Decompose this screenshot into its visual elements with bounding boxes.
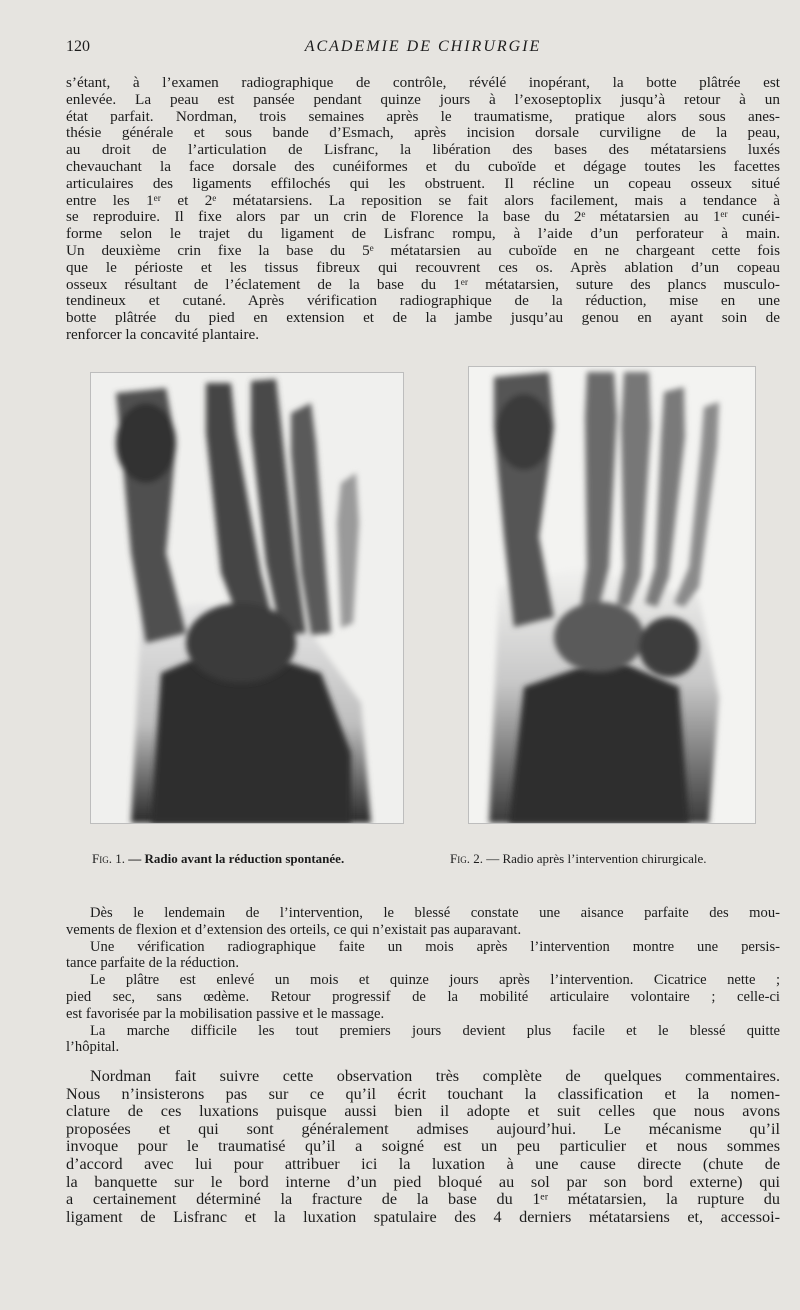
figure-2-caption-text: — Radio après l’intervention chirurgicale.: [486, 851, 707, 866]
text-line: osseux résultant de l’éclatement de la base du 1ᵉʳ métatarsien, suture des plancs musculo-: [66, 275, 780, 293]
page-header: [66, 38, 780, 60]
text-line: pied sec, sans œdème. Retour progressif de la mobilité articulaire volontaire ; celle-ci: [66, 988, 780, 1005]
text-line: tendineux et cutané. Après vérification radiographique de la réduction, mise en une: [66, 292, 780, 310]
text-line: Le plâtre est enlevé un mois et quinze jours après l’intervention. Cicatrice nette ;: [90, 972, 780, 989]
text-line: au droit de l’articulation de Lisfranc, la libération des bases des métatarsiens luxés: [66, 141, 780, 159]
page-number: 120: [66, 38, 90, 55]
text-line: d’accord avec lui pour attribuer ici la luxation à une cause directe (chute de: [66, 1154, 780, 1173]
paragraph-surgery-description: [66, 75, 780, 344]
text-line: Un deuxième crin fixe la base du 5ᵉ métatarsien au cuboïde en ne chargeant cette fois: [66, 241, 780, 259]
text-line: l’hôpital.: [66, 1039, 120, 1056]
text-line: articulaires des ligaments effilochés qui les obstruent. Il récline un copeau osseux situé: [66, 174, 780, 192]
text-line: Une vérification radiographique faite un mois après l’intervention montre une persis-: [90, 938, 780, 955]
figure-1-caption: [92, 851, 344, 867]
text-line: Nous n’insisterons pas sur ce qu’il écrit touchant la classification et la nomen-: [66, 1084, 780, 1103]
figure-1-xray-before: [90, 372, 404, 824]
text-line: thésie générale et sous bande d’Esmach, après incision dorsale curviligne de la peau,: [66, 124, 780, 142]
xray-foot-before-image: [91, 373, 403, 823]
text-line: a certainement déterminé la fracture de la base du 1ᵉʳ métatarsien, la rupture du: [66, 1190, 780, 1209]
text-line: renforcer la concavité plantaire.: [66, 325, 260, 343]
text-line: s’étant, à l’examen radiographique de contrôle, révélé inopérant, la botte plâtrée est: [66, 74, 780, 91]
text-line: invoque pour le traumatisé qu’il a soigné est un peu particulier et nous sommes: [66, 1137, 780, 1156]
text-line: clature de ces luxations puisque aussi bien il adopte et suit celles que nous avons: [66, 1102, 780, 1121]
text-line: vements de flexion et d’extension des orteils, ce qui n’existait pas auparavant.: [66, 921, 522, 938]
running-title: ACADEMIE DE CHIRURGIE: [304, 38, 542, 55]
figure-2-caption: [450, 851, 707, 867]
text-line: entre les 1ᵉʳ et 2ᵉ métatarsiens. La reposition se fait alors facilement, mais a tendance à: [66, 191, 780, 209]
text-line: La marche difficile les tout premiers jours devient plus facile et le blessé quitte: [90, 1022, 780, 1039]
figure-1-caption-text: — Radio avant la réduction spontanée.: [128, 851, 345, 866]
text-line: enlevée. La peau est pansée pendant quinze jours à l’exoseptoplix jusqu’à retour à un: [66, 90, 780, 108]
text-line: est favorisée par la mobilisation passive et le massage.: [66, 1005, 385, 1022]
paragraph-commentary: [66, 1068, 780, 1226]
text-line: proposées et qui sont généralement admises aujourd’hui. Le mécanisme qu’il: [66, 1119, 780, 1138]
xray-foot-after-image: [469, 367, 755, 823]
text-line: tance parfaite de la réduction.: [66, 955, 240, 972]
paragraph-postoperative-course: [66, 905, 780, 1056]
text-line: forme selon le trajet du ligament de Lisfranc rompu, à l’aide d’un perforateur à main.: [66, 225, 780, 243]
text-line: la banquette sur le bord interne d’un pied bloqué au sol par son bord externe) qui: [66, 1172, 780, 1191]
figure-1-label: Fig. 1.: [92, 851, 125, 866]
text-line: que le périoste et les tissus fibreux qui recouvrent ces os. Après ablation d’un copeau: [66, 258, 780, 276]
figure-2-xray-after: [468, 366, 756, 824]
text-line: chevauchant la face dorsale des cunéiformes et du cuboïde et dégage toutes les facettes: [66, 157, 780, 175]
text-line: se reproduire. Il fixe alors par un crin de Florence la base du 2ᵉ métatarsien au 1ᵉʳ cunéi-: [66, 208, 780, 226]
text-line: Nordman fait suivre cette observation très complète de quelques commentaires.: [90, 1067, 780, 1085]
text-line: Dès le lendemain de l’intervention, le blessé constate une aisance parfaite des mou-: [90, 905, 780, 921]
text-line: état parfait. Nordman, trois semaines après le traumatisme, pratique alors sous anes-: [66, 107, 780, 125]
figure-2-label: Fig. 2.: [450, 851, 483, 866]
text-line: ligament de Lisfranc et la luxation spatulaire des 4 derniers métatarsiens et, accessoi-: [66, 1207, 780, 1226]
text-line: botte plâtrée du pied en extension et de la jambe jusqu’au genou en ayant soin de: [66, 309, 780, 327]
